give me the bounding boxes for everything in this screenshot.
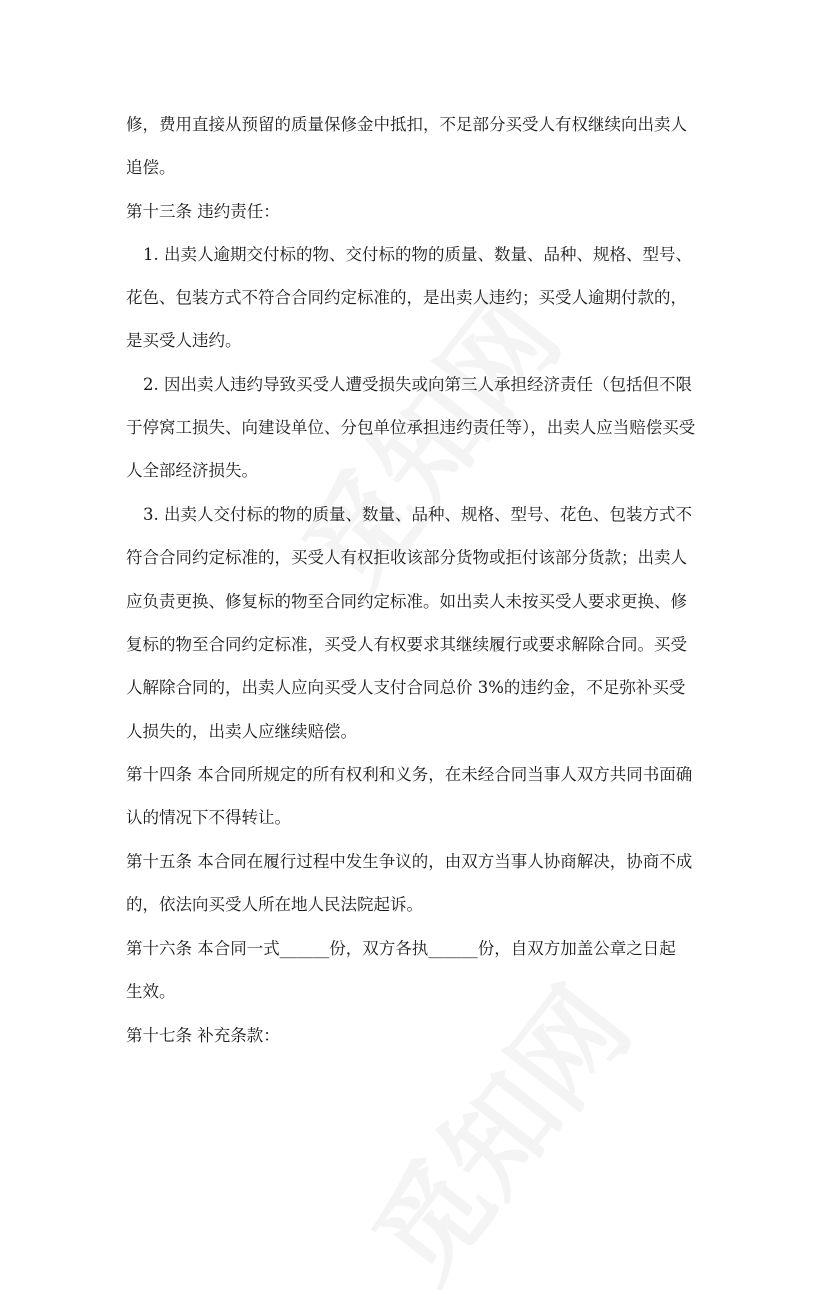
article-14-line: 认的情况下不得转让。 bbox=[126, 808, 291, 827]
clause-3-line: 人损失的，出卖人应继续赔偿。 bbox=[126, 722, 357, 741]
clause-2-line: 于停窝工损失、向建设单位、分包单位承担违约责任等），出卖人应当赔偿买受 bbox=[126, 418, 696, 437]
clause-3-line: 复标的物至合同约定标准，买受人有权要求其继续履行或要求解除合同。买受 bbox=[126, 635, 687, 654]
article-16-line: 生效。 bbox=[126, 982, 176, 1001]
watermark bbox=[331, 950, 659, 1307]
clause-3-line: 人解除合同的，出卖人应向买受人支付合同总价 3%的违约金，不足弥补买受 bbox=[126, 678, 686, 697]
clause-1-line: 是买受人违约。 bbox=[126, 331, 242, 350]
paragraph-line: 修，费用直接从预留的质量保修金中抵扣，不足部分买受人有权继续向出卖人 bbox=[126, 115, 687, 134]
clause-3-line: 符合合同约定标准的，买受人有权拒收该部分货物或拒付该部分货款；出卖人 bbox=[126, 548, 687, 567]
article-14-line: 第十四条 本合同所规定的所有权利和义务，在未经合同当事人双方共同书面确 bbox=[126, 765, 693, 784]
clause-2-line: 2. 因出卖人违约导致买受人遭受损失或向第三人承担经济责任（包括但不限 bbox=[143, 375, 692, 394]
clause-3-line: 3. 出卖人交付标的物的质量、数量、品种、规格、型号、花色、包装方式不 bbox=[143, 505, 692, 524]
clause-3-line: 应负责更换、修复标的物至合同约定标准。如出卖人未按买受人要求更换、修 bbox=[126, 592, 687, 611]
article-15-line: 第十五条 本合同在履行过程中发生争议的，由双方当事人协商解决，协商不成 bbox=[126, 852, 693, 871]
article-13-heading: 第十三条 违约责任： bbox=[126, 202, 280, 221]
article-15-line: 的，依法向买受人所在地人民法院起诉。 bbox=[126, 895, 423, 914]
paragraph-line: 追偿。 bbox=[126, 158, 176, 177]
article-17-heading: 第十七条 补充条款： bbox=[126, 1026, 280, 1045]
clause-2-line: 人全部经济损失。 bbox=[126, 461, 258, 480]
article-16-line: 第十六条 本合同一式______份，双方各执______份，自双方加盖公章之日起 bbox=[126, 939, 676, 958]
clause-1-line: 花色、包装方式不符合合同约定标准的，是出卖人违约；买受人逾期付款的， bbox=[126, 288, 687, 307]
clause-1-line: 1. 出卖人逾期交付标的物、交付标的物的质量、数量、品种、规格、型号、 bbox=[143, 245, 692, 264]
